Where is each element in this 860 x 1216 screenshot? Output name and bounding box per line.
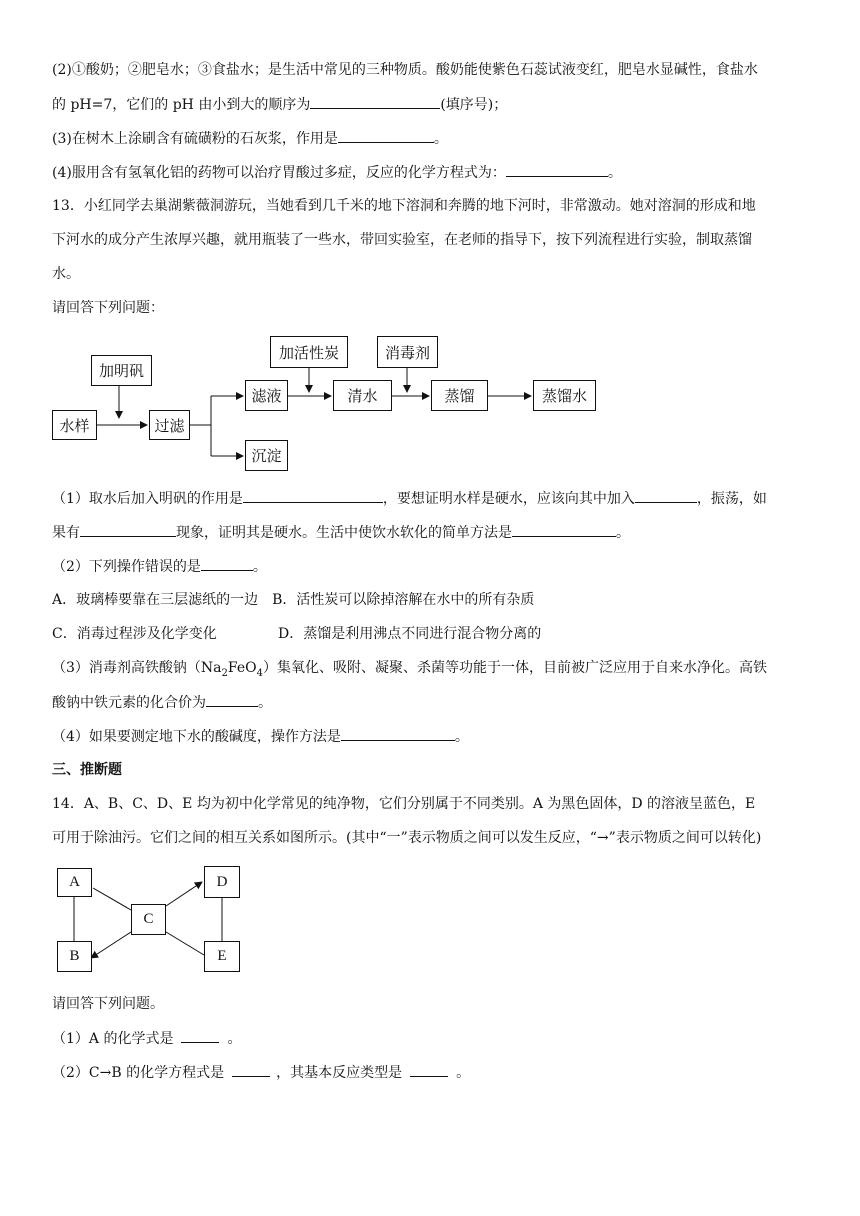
q12-part2-line1: (2)①酸奶；②肥皂水；③食盐水；是生活中常见的三种物质。酸奶能使紫色石蕊试液变红，肥皂水显碱性，食盐水 (52, 62, 758, 78)
q13-sub2-suffix: 。 (252, 559, 267, 575)
q13-sub3-text2: ）集氧化、吸附、凝聚、杀菌等功能于一体，目前被广泛应用于自来水净化。高铁 (262, 660, 767, 676)
node-c: C (131, 904, 166, 935)
q12-part4-suffix: 。 (607, 165, 622, 181)
q14-sub2 (52, 1062, 470, 1083)
q14-prompt: 请回答下列问题。 (52, 996, 164, 1012)
q13-sub1-text4: 果有 (52, 525, 80, 541)
flow-filter: 过滤 (149, 410, 190, 440)
answer-blank[interactable] (232, 1062, 270, 1077)
q14-sub2-text2: ，其基本反应类型是 (276, 1065, 403, 1081)
subscript: 2 (221, 667, 228, 679)
q14-sub1 (52, 1028, 241, 1049)
q12-part2-text: 的 pH=7，它们的 pH 由小到大的顺序为 (52, 97, 311, 113)
flow-distill: 蒸馏 (431, 380, 488, 411)
q14-sub2-text1: （2）C→B 的化学方程式是 (52, 1065, 225, 1081)
option-b: B．活性炭可以除掉溶解在水中的所有杂质 (272, 592, 535, 608)
q13-sub4-suffix: 。 (454, 729, 469, 745)
flow-precipitate: 沉淀 (245, 440, 288, 471)
q13-sub2-text: （2）下列操作错误的是 (52, 559, 201, 575)
q13-sub1-text2: ，要想证明水样是硬水，应该向其中加入 (382, 491, 635, 507)
q13-sub3-suffix: 。 (258, 695, 272, 711)
q12-part3-suffix: 。 (433, 131, 448, 147)
q14-sub1-text: （1）A 的化学式是 (52, 1031, 174, 1047)
q13-sub1-text1: （1）取水后加入明矾的作用是 (52, 491, 243, 507)
flow-water-sample: 水样 (52, 410, 97, 440)
node-b: B (57, 941, 92, 972)
q13-sub4-text: （4）如果要测定地下水的酸碱度，操作方法是 (52, 729, 341, 745)
flow-activated-carbon: 加活性炭 (270, 336, 348, 368)
q13-sub1-text6: 。 (616, 525, 630, 541)
q12-part4-text: (4)服用含有氢氧化铝的药物可以治疗胃酸过多症，反应的化学方程式为： (52, 165, 506, 181)
flow-filtrate: 滤液 (245, 380, 288, 411)
node-e: E (204, 941, 240, 972)
subscript: 4 (256, 667, 263, 679)
q13-sub3-text3: 酸钠中铁元素的化合价为 (52, 695, 206, 711)
q13-sub1-text5: 现象，证明其是硬水。生活中使饮水软化的简单方法是 (176, 525, 512, 541)
flow-distilled-water: 蒸馏水 (533, 380, 596, 411)
answer-blank[interactable] (410, 1062, 448, 1077)
node-d: D (204, 866, 240, 898)
q12-part3-text: (3)在树木上涂刷含有硫磺粉的石灰浆，作用是 (52, 131, 338, 147)
answer-blank[interactable] (181, 1028, 219, 1043)
flow-alum: 加明矾 (91, 355, 152, 386)
option-a: A．玻璃棒要靠在三层滤纸的一边 (52, 592, 259, 608)
q13-sub3-text1: （3）消毒剂高铁酸钠（Na (52, 660, 222, 676)
q13-sub3-formula: FeO (227, 660, 257, 676)
q14-intro-line1: 14．A、B、C、D、E 均为初中化学常见的纯净物，它们分别属于不同类别。A 为黑色固体，D 的溶液呈蓝色，E (52, 796, 756, 812)
q12-part2-suffix: (填序号)； (440, 97, 508, 113)
q13-sub1-text3: ，振荡，如 (696, 491, 767, 507)
option-c: C．消毒过程涉及化学变化 (52, 626, 217, 642)
flow-disinfectant: 消毒剂 (377, 336, 438, 368)
q13-intro-line1: 13．小红同学去巢湖紫薇洞游玩，当她看到几千米的地下溶洞和奔腾的地下河时，非常激动。她对溶洞的形成和地 (52, 198, 756, 214)
section-heading: 三、推断题 (52, 762, 122, 778)
q14-sub1-suffix: 。 (227, 1031, 242, 1047)
q14-sub2-suffix: 。 (456, 1065, 471, 1081)
flow-clear-water: 清水 (333, 380, 392, 411)
node-a: A (57, 868, 92, 897)
q13-intro-line2: 下河水的成分产生浓厚兴趣，就用瓶装了一些水，带回实验室，在老师的指导下，按下列流程进行实验，制取蒸馏 (52, 232, 752, 248)
q13-prompt: 请回答下列问题： (52, 300, 164, 316)
q14-intro-line2: 可用于除油污。它们之间的相互关系如图所示。(其中“一”表示物质之间可以发生反应，“→”表示物质之间可以转化) (52, 830, 762, 846)
q13-intro-line3: 水。 (52, 266, 80, 282)
option-d: D．蒸馏是利用沸点不同进行混合物分离的 (278, 626, 542, 642)
